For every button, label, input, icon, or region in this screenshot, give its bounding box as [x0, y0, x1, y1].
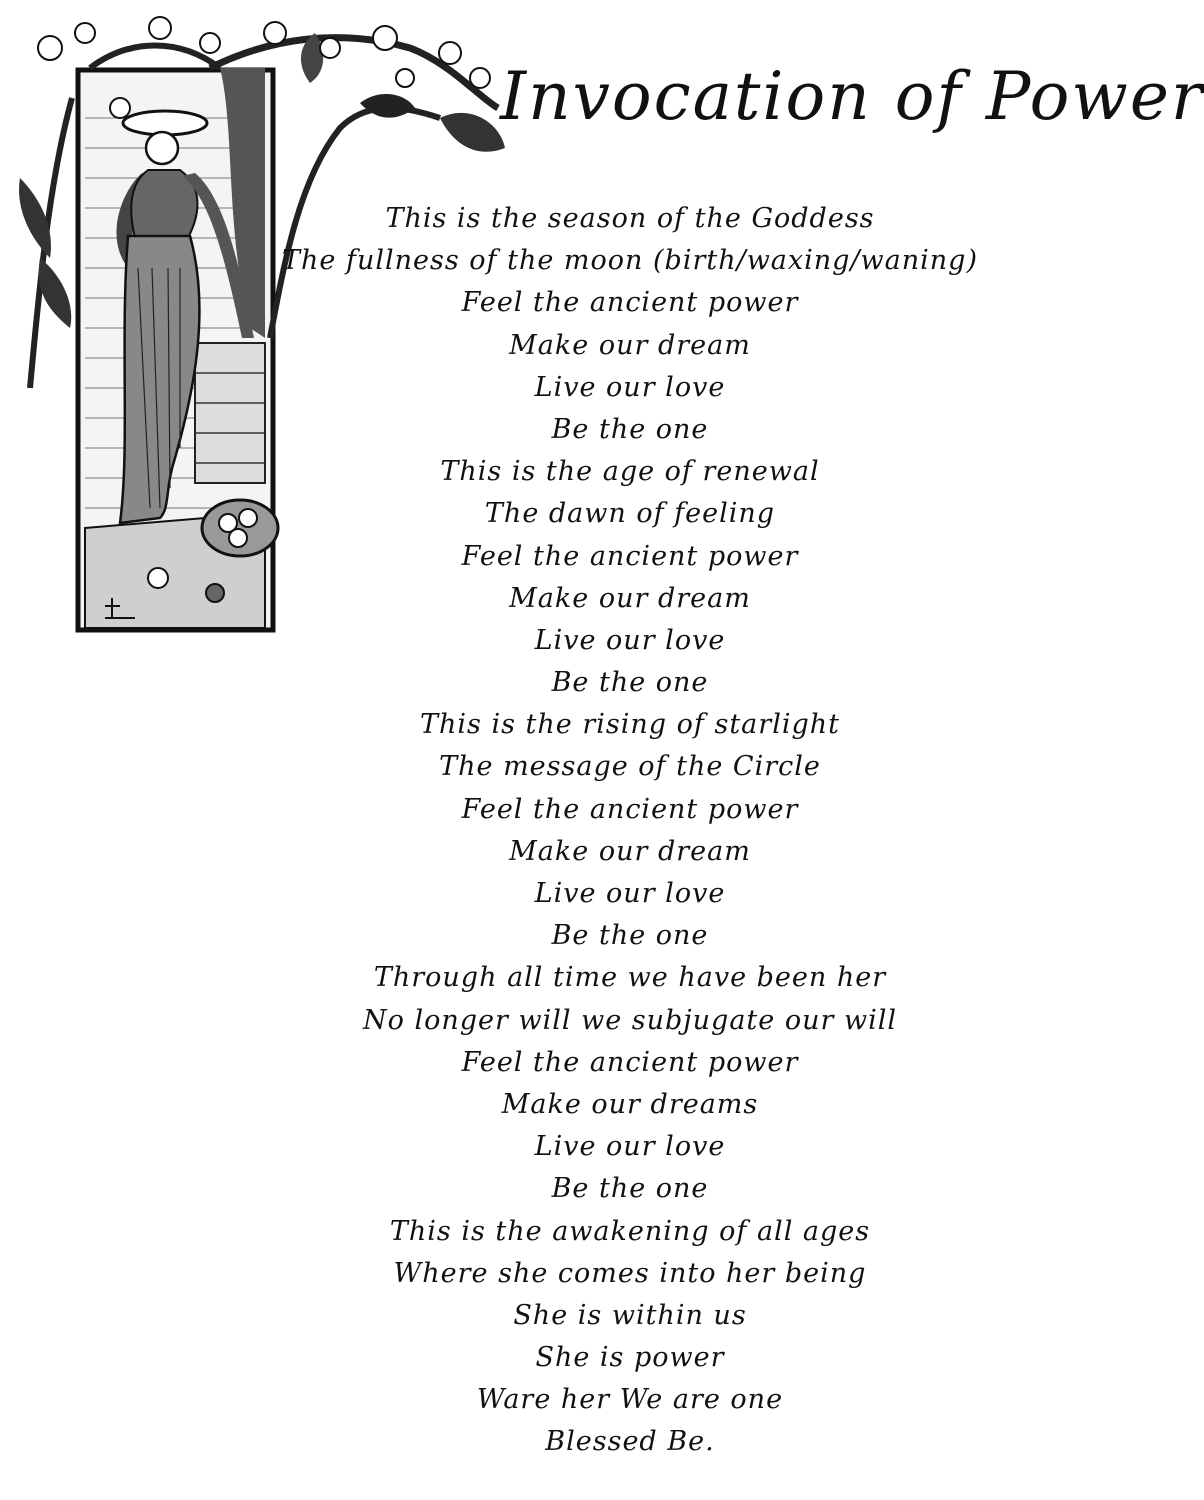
- poem-line: Ware her We are one: [476, 1384, 784, 1416]
- poem-line: Live our love: [534, 371, 726, 403]
- poem-line: This is the rising of starlight: [420, 709, 840, 741]
- poem-line: Live our love: [534, 624, 726, 656]
- poem-line: Feel the ancient power: [461, 1046, 799, 1078]
- poem-line: She is within us: [513, 1299, 747, 1331]
- poem-line: Where she comes into her being: [393, 1257, 867, 1289]
- poem-line: She is power: [535, 1342, 725, 1374]
- poem-line: Feel the ancient power: [461, 793, 799, 825]
- poem-line: Feel the ancient power: [461, 540, 799, 572]
- poem-line: Be the one: [551, 920, 709, 952]
- poem-line: Live our love: [534, 1131, 726, 1163]
- poem-line: This is the age of renewal: [440, 456, 820, 488]
- poem-line: Be the one: [551, 667, 709, 699]
- poem-line: The message of the Circle: [439, 751, 821, 783]
- poem-line: Be the one: [551, 1173, 709, 1205]
- poem-line: No longer will we subjugate our will: [363, 1004, 897, 1036]
- poem-line: Through all time we have been her: [373, 962, 887, 994]
- poem-line: This is the awakening of all ages: [389, 1215, 871, 1247]
- poem-line: Live our love: [534, 878, 726, 909]
- poem-line: The fullness of the moon (birth/waxing/waning): [282, 245, 978, 277]
- page-title: Invocation of Power: [500, 58, 1204, 135]
- poem-line: The dawn of feeling: [484, 498, 776, 530]
- poem-lines: [250, 198, 1010, 1464]
- poem-line: This is the season of the Goddess: [385, 203, 875, 234]
- poem-line: Blessed Be.: [545, 1426, 715, 1458]
- poem-line: Make our dream: [509, 835, 751, 867]
- poem-line: Make our dream: [509, 329, 751, 361]
- poem-line: Make our dreams: [501, 1088, 759, 1120]
- poem-line: Be the one: [551, 413, 709, 445]
- poem-line: Make our dream: [509, 582, 751, 614]
- poem-line: Feel the ancient power: [461, 287, 799, 319]
